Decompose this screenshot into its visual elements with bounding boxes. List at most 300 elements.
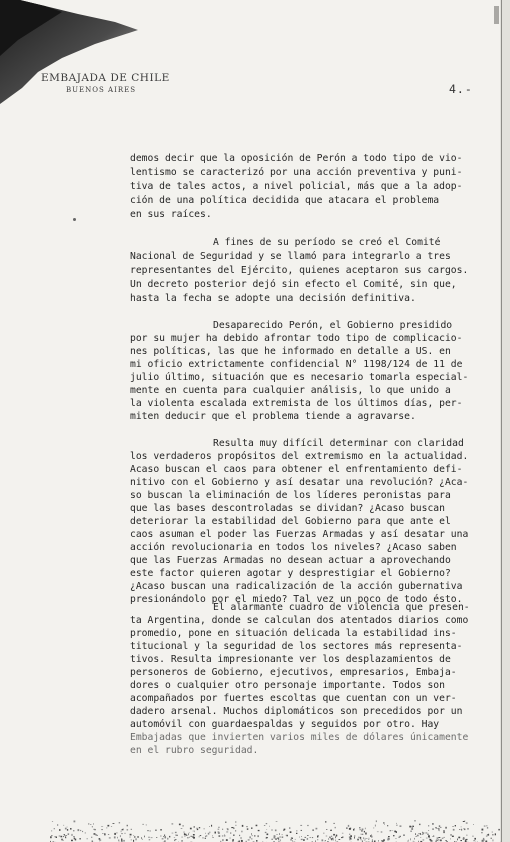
scan-noise-speck — [289, 827, 290, 829]
scan-noise-speck — [65, 835, 67, 836]
scan-noise-speck — [188, 833, 189, 835]
scan-noise-speck — [193, 834, 195, 836]
scan-noise-speck — [363, 837, 364, 839]
scan-noise-speck — [205, 838, 206, 839]
scan-noise-speck — [364, 840, 366, 841]
scan-noise-speck — [439, 829, 440, 831]
scan-noise-speck — [121, 839, 122, 841]
scan-noise-speck — [450, 838, 451, 839]
scan-noise-speck — [488, 834, 489, 836]
scan-noise-speck — [328, 838, 329, 840]
scan-noise-speck — [394, 831, 396, 833]
scan-noise-speck — [52, 821, 53, 822]
paragraph-line: Acaso buscan el caos para obtener el enfrentamiento defi- — [130, 464, 463, 475]
scan-noise-speck — [50, 836, 52, 838]
scan-noise-speck — [359, 827, 361, 829]
scan-noise-speck — [175, 832, 177, 833]
scan-noise-speck — [199, 837, 201, 838]
scan-noise-speck — [267, 834, 269, 836]
scan-noise-speck — [148, 837, 149, 838]
scan-noise-speck — [203, 829, 205, 830]
scan-noise-speck — [205, 833, 206, 834]
scan-noise-speck — [175, 839, 177, 840]
scan-noise-speck — [376, 820, 377, 822]
scan-noise-speck — [179, 824, 181, 826]
scan-noise-speck — [276, 821, 278, 822]
scan-noise-speck — [151, 837, 153, 838]
scan-noise-speck — [120, 835, 121, 837]
scan-noise-speck — [63, 840, 64, 841]
scan-noise-speck — [460, 840, 462, 841]
paragraph-line: mente en cuenta para cualquier análisis, lo que unido a — [130, 385, 451, 396]
scan-noise-speck — [234, 828, 235, 829]
scan-noise-speck — [64, 834, 65, 835]
scan-noise-speck — [303, 839, 305, 841]
scan-noise-speck — [169, 836, 170, 838]
paragraph-line: este factor quieren agotar y desprestigiar el Gobierno? — [130, 568, 451, 579]
scan-noise-speck — [408, 840, 409, 841]
scan-noise-speck — [333, 834, 335, 836]
scan-noise-speck — [445, 827, 446, 829]
scan-noise-speck — [116, 832, 117, 833]
scan-noise-speck — [266, 829, 267, 830]
scan-noise-speck — [341, 837, 343, 838]
scan-noise-speck — [114, 836, 116, 838]
scan-noise-speck — [181, 828, 183, 829]
scan-noise-speck — [383, 822, 384, 823]
scan-noise-speck — [498, 829, 499, 831]
scan-noise-speck — [487, 825, 488, 826]
scan-noise-speck — [247, 828, 249, 829]
scan-noise-speck — [410, 831, 411, 833]
paragraph-line: que las Fuerzas Armadas no desean actuar a aprovechando — [130, 555, 451, 566]
scan-noise-speck — [455, 825, 456, 826]
scan-noise-speck — [444, 837, 445, 838]
page-number: 4.- — [449, 82, 473, 96]
scan-noise-speck — [108, 834, 109, 835]
scan-noise-speck — [65, 836, 66, 838]
scan-noise-speck — [232, 839, 234, 841]
scan-noise-speck — [160, 836, 162, 837]
paragraph-line: mi oficio extrictamente confidencial N° 1198/124 de 11 de — [130, 359, 463, 370]
scan-noise-speck — [308, 825, 309, 826]
scan-noise-speck — [175, 835, 176, 836]
scan-noise-speck — [375, 825, 376, 827]
scan-noise-speck — [423, 832, 424, 834]
scan-noise-speck — [246, 827, 248, 828]
scan-noise-speck — [79, 838, 81, 839]
scan-noise-speck — [442, 838, 444, 839]
scan-noise-speck — [71, 834, 72, 836]
scan-noise-speck — [326, 829, 327, 830]
scan-noise-speck — [366, 838, 367, 839]
scan-noise-speck — [266, 837, 268, 838]
scan-noise-speck — [258, 830, 260, 831]
paragraph-line: tivos. Resulta impresionante ver los desplazamientos de — [130, 654, 451, 665]
scan-noise-speck — [148, 830, 149, 831]
scan-noise-speck — [107, 827, 108, 828]
scan-noise-speck — [174, 840, 175, 841]
scan-noise-speck — [258, 835, 259, 837]
paragraph-line: que las bases descontroladas se dividan? ¿Acaso buscan — [130, 503, 445, 514]
scan-noise-speck — [438, 839, 439, 841]
scan-noise-speck — [141, 837, 142, 838]
scan-noise-speck — [435, 827, 437, 828]
scan-noise-speck — [332, 838, 334, 839]
scan-noise-speck — [164, 835, 165, 837]
scan-noise-speck — [200, 835, 202, 836]
scan-noise-speck — [382, 840, 383, 841]
scan-noise-speck — [307, 835, 309, 836]
scan-noise-speck — [275, 830, 277, 832]
scan-noise-speck — [174, 837, 175, 838]
scan-noise-speck — [93, 829, 95, 830]
scan-noise-speck — [280, 839, 281, 841]
scan-noise-speck — [353, 829, 354, 831]
scan-noise-speck — [121, 841, 123, 842]
scan-noise-speck — [56, 837, 57, 839]
scan-noise-speck — [194, 831, 195, 833]
paragraph-line: A fines de su período se creó el Comité — [213, 237, 441, 248]
scan-noise-speck — [287, 835, 288, 837]
scan-noise-speck — [414, 838, 415, 840]
scan-noise-speck — [419, 824, 420, 825]
paragraph-line: miten deducir que el problema tiende a agravarse. — [130, 411, 416, 422]
scan-noise-speck — [428, 830, 429, 831]
scan-noise-speck — [291, 839, 292, 841]
paragraph-line: tiva de tales actos, a nivel policial, más que a la adop- — [130, 181, 463, 192]
scan-noise-speck — [251, 838, 253, 839]
scan-noise-speck — [279, 833, 280, 835]
scan-noise-speck — [68, 833, 69, 834]
scan-noise-speck — [322, 839, 324, 841]
scan-noise-speck — [88, 824, 89, 825]
scan-noise-speck — [428, 835, 430, 837]
scan-noise-speck — [104, 833, 106, 834]
scan-noise-speck — [354, 836, 355, 837]
scan-noise-speck — [80, 830, 81, 831]
scan-noise-speck — [183, 825, 184, 827]
scan-noise-speck — [276, 834, 278, 835]
paragraph-line: hasta la fecha se adopte una decisión definitiva. — [130, 293, 416, 304]
scan-noise-speck — [369, 839, 370, 840]
scan-noise-speck — [205, 836, 206, 837]
scan-noise-speck — [365, 838, 366, 840]
scan-noise-speck — [233, 835, 234, 836]
scan-noise-speck — [432, 828, 434, 830]
scan-noise-speck — [396, 825, 398, 826]
scan-noise-speck — [384, 824, 385, 825]
scan-noise-speck — [218, 832, 220, 834]
scan-noise-speck — [87, 838, 88, 839]
scan-noise-speck — [349, 836, 351, 838]
scan-noise-speck — [400, 825, 402, 827]
paragraph-line: dadero arsenal. Muchos diplomáticos son precedidos por un — [130, 706, 463, 717]
scan-noise-speck — [419, 833, 420, 834]
scan-noise-speck — [400, 836, 401, 837]
paragraph-line: en el rubro seguridad. — [130, 745, 259, 756]
paragraph-line: Desaparecido Perón, el Gobierno presidido — [213, 320, 453, 331]
scan-noise-speck — [492, 834, 493, 835]
scan-noise-speck — [453, 829, 455, 831]
scan-noise-speck — [296, 833, 297, 834]
scan-noise-speck — [436, 839, 437, 840]
scan-noise-speck — [466, 822, 468, 823]
scan-noise-speck — [437, 838, 438, 839]
scan-noise-speck — [222, 829, 223, 830]
scan-noise-speck — [361, 839, 362, 840]
embassy-city: BUENOS AIRES — [66, 86, 137, 94]
scan-noise-speck — [358, 837, 360, 838]
scan-noise-speck — [301, 836, 302, 837]
scan-noise-speck — [472, 836, 474, 837]
paragraph-line: ción de una política decidida que atacara el problema — [130, 195, 440, 206]
scan-noise-speck — [249, 836, 251, 838]
scan-noise-speck — [495, 833, 496, 835]
scan-noise-speck — [300, 825, 302, 826]
scan-noise-speck — [486, 836, 488, 837]
scan-noise-speck — [242, 825, 244, 827]
scan-noise-speck — [360, 834, 361, 835]
scan-noise-speck — [57, 824, 58, 826]
scan-noise-speck — [450, 835, 452, 836]
scan-noise-speck — [248, 839, 250, 840]
paragraph-line: so buscan la eliminación de los líderes peronistas para — [130, 490, 451, 501]
scan-noise-speck — [100, 840, 102, 841]
scan-noise-speck — [236, 821, 237, 822]
scan-noise-speck — [54, 828, 55, 829]
scan-noise-speck — [108, 825, 110, 827]
scan-noise-speck — [117, 837, 118, 839]
scan-noise-speck — [429, 837, 431, 838]
scan-noise-speck — [317, 839, 318, 840]
paragraph-line: nitivo con el Gobierno y así desatar una revolución? ¿Aca- — [130, 477, 469, 488]
scan-noise-speck — [381, 831, 383, 832]
scan-noise-speck — [102, 833, 103, 834]
scan-noise-speck — [461, 827, 462, 828]
scan-noise-speck — [184, 834, 186, 835]
scan-noise-speck — [78, 829, 80, 831]
scan-noise-speck — [271, 839, 273, 840]
scan-noise-speck — [301, 839, 303, 840]
scan-noise-speck — [440, 827, 442, 828]
scan-noise-speck — [209, 832, 210, 834]
paragraph-line: en sus raíces. — [130, 209, 212, 220]
scan-noise-speck — [403, 834, 405, 836]
scan-noise-speck — [388, 836, 390, 837]
scan-noise-speck — [165, 837, 166, 838]
scan-noise-speck — [71, 840, 73, 842]
scan-noise-speck — [202, 838, 204, 839]
scan-noise-speck — [172, 823, 174, 824]
scan-noise-speck — [474, 838, 476, 840]
embassy-name: EMBAJADA DE CHILE — [41, 72, 170, 84]
scan-noise-speck — [51, 831, 52, 832]
paragraph-line: la violenta escalada extremista de los últimos días, per- — [130, 398, 463, 409]
page-edge-mark — [494, 6, 499, 24]
scan-noise-speck — [160, 829, 162, 830]
scan-noise-speck — [473, 840, 475, 841]
scan-noise-speck — [371, 836, 373, 838]
scan-noise-speck — [349, 839, 350, 840]
scan-noise-speck — [313, 829, 314, 831]
scan-noise-speck — [463, 838, 465, 840]
scan-noise-speck — [424, 833, 425, 834]
scan-noise-speck — [361, 834, 363, 835]
scan-noise-speck — [167, 838, 168, 840]
paragraph-line: lentismo se caracterizó por una acción preventiva y puni- — [130, 167, 463, 178]
scan-noise-speck — [393, 835, 395, 836]
scan-noise-speck — [93, 823, 94, 825]
margin-mark — [73, 218, 76, 221]
scan-noise-speck — [121, 833, 123, 834]
scan-noise-speck — [51, 835, 52, 836]
scan-noise-speck — [146, 825, 147, 826]
scan-noise-speck — [92, 826, 93, 827]
scan-noise-speck — [390, 831, 391, 832]
scan-noise-speck — [483, 838, 484, 840]
scan-noise-speck — [411, 828, 413, 829]
scan-noise-speck — [118, 840, 119, 842]
scan-noise-speck — [334, 823, 335, 824]
scan-noise-speck — [102, 829, 103, 830]
scan-noise-speck — [186, 835, 188, 836]
scan-noise-speck — [364, 831, 365, 833]
scan-noise-speck — [482, 829, 484, 831]
scan-noise-speck — [282, 834, 283, 835]
scan-noise-speck — [331, 836, 332, 837]
scan-noise-speck — [271, 830, 273, 831]
scan-noise-speck — [193, 831, 194, 832]
scan-noise-speck — [129, 837, 130, 838]
scan-noise-speck — [278, 839, 279, 841]
scan-noise-speck — [111, 826, 112, 827]
scan-noise-speck — [59, 829, 60, 831]
scan-noise-speck — [182, 836, 183, 838]
scan-noise-speck — [113, 823, 115, 824]
scan-noise-speck — [256, 840, 258, 842]
scan-noise-speck — [439, 826, 440, 827]
scan-noise-speck — [274, 836, 275, 838]
scan-noise-speck — [61, 836, 63, 838]
scan-noise-speck — [101, 826, 103, 827]
scan-noise-speck — [350, 828, 352, 829]
scan-noise-speck — [316, 828, 318, 830]
scan-noise-speck — [292, 841, 293, 842]
scan-noise-speck — [134, 836, 135, 838]
scan-noise-speck — [286, 835, 287, 836]
scan-noise-speck — [211, 825, 212, 827]
scan-noise-speck — [459, 837, 461, 839]
scan-noise-speck — [61, 839, 62, 841]
scan-noise-speck — [144, 836, 145, 838]
paragraph-line: los verdaderos propósitos del extremismo en la actualidad. — [130, 451, 469, 462]
scan-noise-speck — [150, 830, 151, 832]
scan-noise-speck — [336, 835, 337, 836]
scan-noise-speck — [425, 832, 427, 833]
scan-noise-speck — [429, 839, 431, 841]
scan-noise-speck — [438, 837, 440, 838]
scan-noise-speck — [390, 830, 392, 831]
paragraph-line: personeros de Gobierno, ejecutivos, empresarios, Embaja- — [130, 667, 457, 678]
scan-noise-speck — [282, 836, 284, 838]
scan-noise-speck — [417, 835, 419, 837]
scan-noise-speck — [252, 835, 254, 836]
paragraph-line: titucional y la seguridad de los sectores más representa- — [130, 641, 463, 652]
scan-noise-speck — [362, 829, 364, 831]
scan-noise-speck — [63, 825, 64, 826]
paragraph-line: ¿Acaso buscan una radicalización de la acción gubernativa — [130, 581, 463, 592]
scan-noise-speck — [464, 829, 465, 831]
scan-noise-speck — [235, 825, 236, 826]
scan-noise-speck — [95, 834, 97, 835]
scan-noise-speck — [410, 838, 411, 840]
scan-noise-speck — [443, 831, 444, 833]
scan-noise-speck — [335, 840, 336, 842]
scan-noise-speck — [377, 832, 379, 833]
scan-noise-speck — [196, 828, 197, 829]
paragraph-line: Resulta muy difícil determinar con claridad — [213, 438, 464, 449]
scan-noise-speck — [466, 839, 468, 840]
scan-noise-speck — [354, 837, 355, 839]
scan-noise-speck — [378, 840, 379, 841]
scan-noise-speck — [156, 837, 157, 838]
scan-noise-speck — [427, 834, 429, 835]
scan-noise-speck — [75, 839, 76, 841]
scan-noise-speck — [142, 839, 143, 840]
scan-noise-speck — [360, 837, 361, 839]
scan-noise-speck — [109, 838, 111, 839]
scan-noise-speck — [182, 840, 183, 841]
paragraph-line: presionándolo por el miedo? Tal vez un poco de todo ésto. — [130, 594, 463, 605]
scan-noise-speck — [467, 828, 469, 829]
scan-noise-speck — [199, 827, 200, 828]
scan-noise-speck — [59, 836, 61, 837]
scan-noise-speck — [399, 836, 400, 838]
scan-noise-speck — [222, 835, 223, 836]
paragraph-line: julio último, situación que es necesario tomarla especial- — [130, 372, 469, 383]
scan-noise-speck — [396, 823, 397, 824]
paragraph-line: Un decreto posterior dejó sin efecto el Comité, sin que, — [130, 279, 457, 290]
scan-noise-speck — [104, 834, 106, 835]
scan-noise-speck — [162, 838, 164, 839]
scan-noise-speck — [222, 839, 223, 841]
scan-noise-speck — [213, 837, 214, 838]
scan-noise-speck — [230, 838, 231, 839]
scan-noise-speck — [63, 836, 64, 837]
scan-noise-speck — [226, 832, 228, 833]
scan-noise-speck — [131, 829, 132, 830]
scan-noise-speck — [296, 831, 297, 832]
paragraph-line: acompañados por fuertes escoltas que cuentan con un ver- — [130, 693, 457, 704]
scan-noise-speck — [187, 838, 189, 839]
scan-noise-speck — [290, 831, 292, 833]
scan-noise-speck — [209, 826, 210, 827]
scan-noise-speck — [122, 829, 124, 830]
scan-noise-speck — [493, 839, 494, 841]
scan-noise-speck — [457, 839, 458, 841]
scan-noise-speck — [348, 825, 349, 827]
scan-noise-speck — [133, 835, 134, 836]
scan-noise-speck — [149, 839, 151, 840]
scan-noise-speck — [317, 836, 318, 838]
scan-noise-speck — [212, 835, 213, 836]
scan-noise-speck — [372, 839, 373, 841]
scan-noise-speck — [339, 839, 341, 840]
scan-noise-speck — [177, 835, 178, 836]
paragraph-line: representantes del Ejército, quienes aceptaron sus cargos. — [130, 265, 469, 276]
scan-noise-speck — [422, 834, 424, 835]
